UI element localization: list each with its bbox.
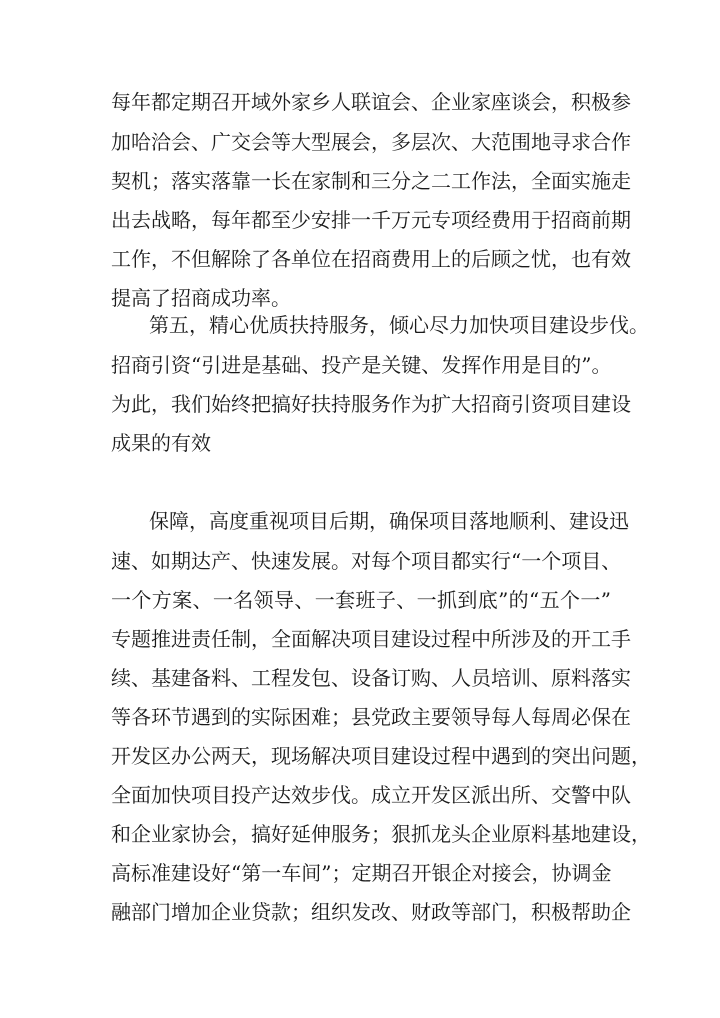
paragraph-2-line-4: 成果的有效 — [111, 431, 211, 455]
paragraph-1-line-1: 每年都定期召开域外家乡人联谊会、企业家座谈会，积极参 — [111, 90, 631, 114]
paragraph-3-line-11: 融部门增加企业贷款；组织发改、财政等部门，积极帮助企 — [111, 900, 631, 924]
paragraph-1-line-4: 出去战略，每年都至少安排一千万元专项经费用于招商前期 — [111, 208, 631, 232]
paragraph-3-line-7: 开发区办公两天，现场解决项目建设过程中遇到的突出问题， — [111, 744, 651, 768]
paragraph-3-line-9: 和企业家协会，搞好延伸服务；狠抓龙头企业原料基地建设， — [111, 822, 651, 846]
paragraph-1-line-6: 提高了招商成功率。 — [111, 286, 291, 310]
paragraph-1-line-3: 契机；落实落靠一长在家制和三分之二工作法，全面实施走 — [111, 169, 631, 193]
paragraph-2-line-2: 招商引资“引进是基础、投产是关键、发挥作用是目的”。 — [111, 353, 612, 377]
paragraph-3-line-2: 速、如期达产、快速发展。对每个项目都实行“一个项目、 — [111, 549, 622, 573]
paragraph-1-line-2: 加哈洽会、广交会等大型展会，多层次、大范围地寻求合作 — [111, 130, 631, 154]
paragraph-2-line-1: 第五，精心优质扶持服务，倾心尽力加快项目建设步伐。 — [149, 313, 649, 337]
paragraph-3-line-6: 等各环节遇到的实际困难；县党政主要领导每人每周必保在 — [111, 705, 631, 729]
paragraph-2-line-3: 为此，我们始终把搞好扶持服务作为扩大招商引资项目建设 — [111, 392, 631, 416]
paragraph-3-line-8: 全面加快项目投产达效步伐。成立开发区派出所、交警中队 — [111, 783, 631, 807]
paragraph-3-line-5: 续、基建备料、工程发包、设备订购、人员培训、原料落实 — [111, 666, 631, 690]
paragraph-3-line-4: 专题推进责任制，全面解决项目建设过程中所涉及的开工手 — [111, 627, 631, 651]
paragraph-3-line-3: 一个方案、一名领导、一套班子、一抓到底”的“五个一” — [111, 588, 611, 612]
paragraph-1-line-5: 工作，不但解除了各单位在招商费用上的后顾之忧，也有效 — [111, 247, 631, 271]
paragraph-3-line-1: 保障，高度重视项目后期，确保项目落地顺利、建设迅 — [149, 509, 629, 533]
paragraph-3-line-10: 高标准建设好“第一车间”；定期召开银企对接会，协调金 — [111, 861, 612, 885]
